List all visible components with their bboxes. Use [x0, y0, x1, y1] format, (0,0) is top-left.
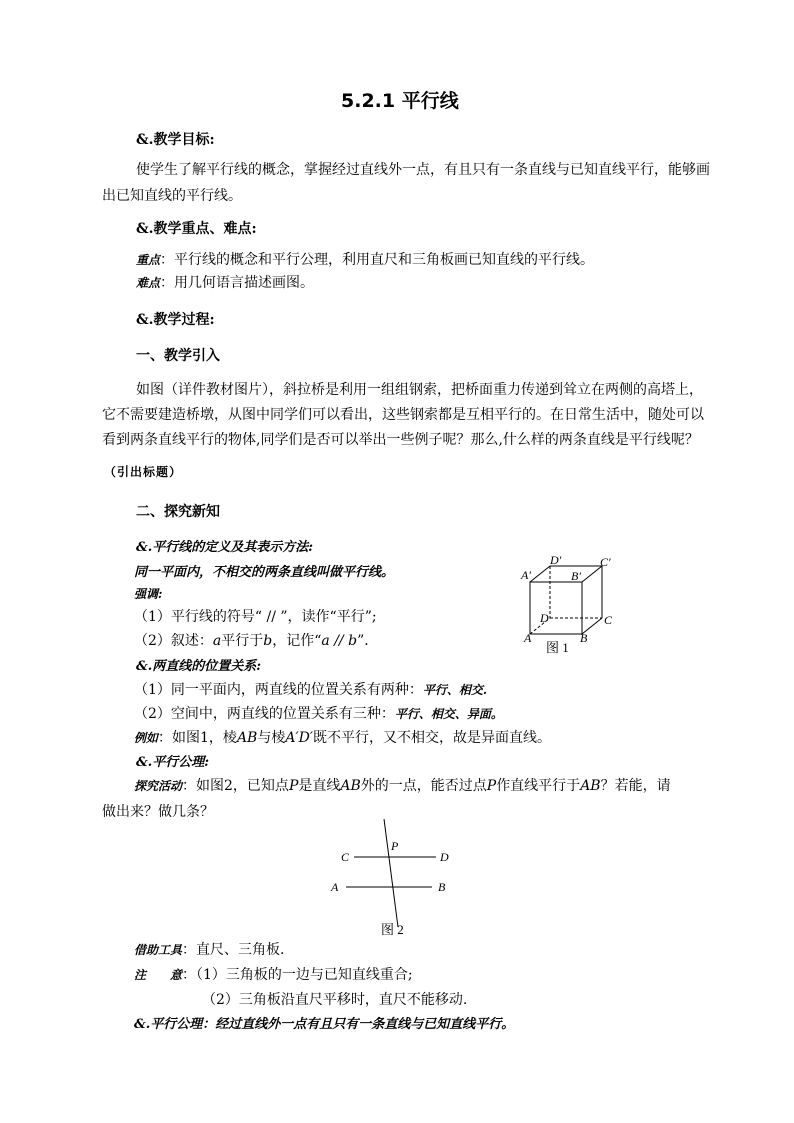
line-ab-2: AB — [580, 778, 601, 794]
heading-process: &.教学过程: — [136, 312, 215, 328]
difficult-label: 难点 — [136, 276, 161, 290]
definition-heading: &.平行线的定义及其表示方法: — [136, 540, 314, 555]
emphasis-colon: : — [158, 587, 163, 601]
explore-c: 外的一点，能否过点 — [360, 778, 487, 794]
heading-goal: &.教学目标: — [136, 132, 215, 148]
example-label: 例如 — [134, 731, 159, 745]
emphasis-2-c: ，记作“ — [272, 633, 322, 649]
explore-b: 是直线 — [298, 778, 341, 794]
explore-line-2: 做出来？做几条？ — [102, 804, 214, 820]
intro-line-3: 看到两条直线平行的物体,同学们是否可以举出一些例子呢？那么,什么样的两条直线是平行线呢？ — [102, 432, 699, 448]
intro-line-2: 它不需要建造桥墩，从图中同学们可以看出，这些钢索都是互相平行的。在日常生活中，随处可以 — [102, 407, 704, 423]
example-a: ：如图1，棱 — [158, 730, 237, 746]
explore-label: 探究活动 — [134, 779, 183, 793]
figure-1-caption: 图 1 — [546, 640, 569, 655]
position-1-answer: 平行、相交. — [422, 683, 488, 697]
emphasis-2-b: 平行于 — [221, 633, 264, 649]
intro-line-1: 如图（详件教材图片），斜拉桥是利用一组组钢索，把桥面重力传递到耸立在两侧的高塔上， — [136, 382, 703, 398]
fig1-label-d-prime: D′ — [550, 553, 562, 567]
fig2-label-d: D — [440, 850, 449, 864]
fig1-label-b: B — [580, 631, 588, 645]
key-label: 重点 — [136, 253, 161, 267]
axiom-statement: &.平行公理：经过直线外一点有且只有一条直线与已知直线平行。 — [134, 1017, 515, 1032]
point-p-2: P — [486, 778, 497, 794]
edge-a-d-prime: A′D′ — [285, 730, 314, 746]
emphasis-2-d: ”． — [357, 633, 379, 649]
section-2-title: 二、探究新知 — [136, 504, 220, 520]
explore-line-1 — [134, 778, 671, 795]
symbol-b: b — [263, 633, 273, 649]
edge-bp-cp — [582, 566, 602, 582]
position-2 — [134, 706, 503, 723]
figure-2-caption: 图 2 — [381, 922, 404, 937]
tools-line — [134, 942, 284, 959]
lead-title: （引出标题） — [104, 465, 183, 479]
cube-front-face — [530, 582, 582, 634]
section-1-title: 一、教学引入 — [136, 348, 220, 364]
difficult-point — [136, 275, 314, 292]
note-line-1 — [134, 967, 413, 984]
position-heading: &.两直线的位置关系: — [136, 659, 262, 674]
key-text: ：平行线的概念和平行公理，利用直尺和三角板画已知直线的平行线。 — [160, 252, 595, 268]
fig1-label-c-prime: C′ — [600, 555, 611, 569]
fig1-label-c: C — [604, 613, 613, 627]
emphasis-label — [134, 587, 162, 601]
fig1-label-a-prime: A′ — [521, 568, 531, 582]
emphasis-1: （1）平行线的符号“ // ”，读作“平行”; — [134, 609, 377, 625]
fig2-label-b: B — [438, 880, 446, 894]
explore-a: ：如图2，已知点 — [182, 778, 289, 794]
symbol-a-parallel-b: a // b — [321, 633, 358, 649]
fig1-label-b-prime: B′ — [571, 569, 581, 583]
edge-ap-dp — [530, 566, 550, 582]
tools-text: ：直尺、三角板. — [182, 942, 285, 958]
emphasis-word: 强调 — [134, 587, 159, 601]
explore-e: ？若能，请 — [600, 778, 671, 794]
key-point — [136, 252, 594, 269]
symbol-a: a — [212, 633, 222, 649]
page-title: 5.2.1 平行线 — [341, 90, 459, 112]
explore-d: 作直线平行于 — [496, 778, 581, 794]
emphasis-2 — [134, 633, 378, 650]
point-p: P — [288, 778, 299, 794]
fig1-label-d: D — [540, 611, 549, 625]
fig2-label-c: C — [341, 850, 350, 864]
fig2-label-a: A — [331, 880, 339, 894]
position-2-answer: 平行、相交、异面。 — [394, 707, 503, 721]
difficult-text: ：用几何语言描述画图。 — [160, 275, 315, 291]
line-ab: AB — [340, 778, 361, 794]
position-2-text: （2）空间中，两直线的位置关系有三种： — [134, 706, 395, 722]
note-label: 注 意 — [134, 968, 183, 982]
example-b: 与棱 — [257, 730, 286, 746]
transversal-line — [384, 819, 398, 927]
goal-line-1: 使学生了解平行线的概念，掌握经过直线外一点，有且只有一条直线与已知直线平行，能够画 — [136, 162, 710, 178]
heading-key: &.教学重点、难点: — [136, 221, 257, 237]
example-c: 既不平行，又不相交，故是异面直线。 — [313, 730, 552, 746]
fig2-label-p: P — [391, 839, 399, 853]
note-1: ：（1）三角板的一边与已知直线重合; — [182, 967, 413, 983]
fig1-label-a: A — [524, 631, 532, 645]
position-1 — [134, 682, 487, 699]
goal-line-2: 出已知直线的平行线。 — [102, 188, 242, 204]
definition-text: 同一平面内，不相交的两条直线叫做平行线。 — [134, 565, 395, 580]
edge-ab: AB — [236, 730, 258, 746]
tools-label: 借助工具 — [134, 943, 183, 957]
emphasis-2-a: （2）叙述： — [134, 633, 213, 649]
example-line — [134, 730, 551, 747]
note-line-2: （2）三角板沿直尺平移时，直尺不能移动. — [202, 992, 468, 1008]
axiom-heading: &.平行公理: — [136, 755, 210, 770]
position-1-text: （1）同一平面内，两直线的位置关系有两种： — [134, 682, 423, 698]
